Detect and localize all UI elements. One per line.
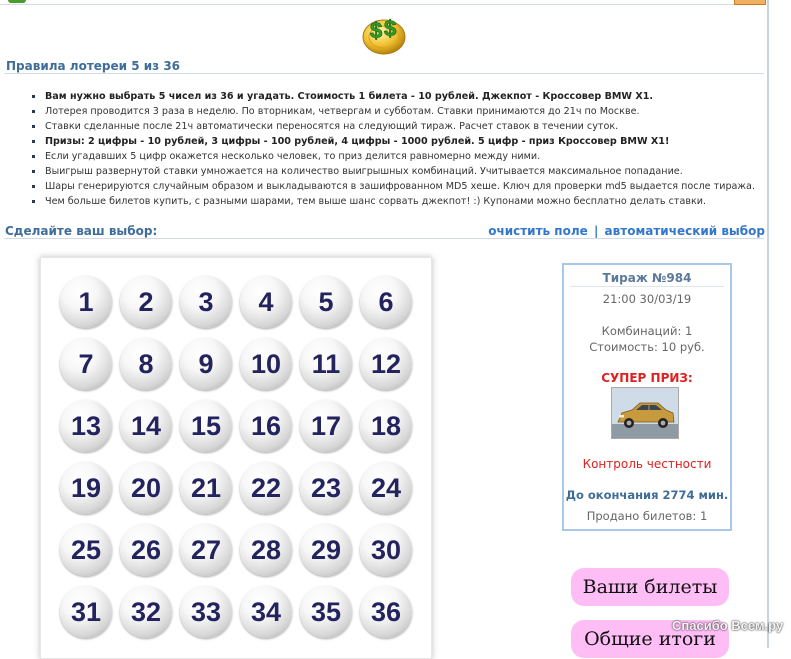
top-divider — [0, 4, 765, 5]
number-ball[interactable]: 31 — [60, 586, 112, 638]
number-ball[interactable]: 6 — [360, 276, 412, 328]
number-ball[interactable]: 3 — [180, 276, 232, 328]
super-prize-label: СУПЕР ПРИЗ: — [601, 371, 693, 385]
number-ball[interactable]: 19 — [60, 462, 112, 514]
draw-divider — [570, 286, 724, 287]
top-corner-tab[interactable] — [734, 0, 766, 5]
number-ball[interactable]: 11 — [300, 338, 352, 390]
my-tickets-button[interactable]: Ваши билеты — [571, 568, 729, 606]
number-ball[interactable]: 22 — [240, 462, 292, 514]
number-ball[interactable]: 28 — [240, 524, 292, 576]
svg-text:$: $ — [370, 18, 383, 43]
rule-item: Призы: 2 цифры - 10 рублей, 3 цифры - 100 рублей, 4 цифры - 1000 рублей. 5 цифр - приз Кроссовер BMW X1! — [45, 134, 765, 149]
svg-text:$: $ — [384, 16, 397, 41]
clear-field-link[interactable]: очистить поле — [488, 224, 588, 238]
number-ball[interactable]: 29 — [300, 524, 352, 576]
number-ball[interactable]: 2 — [120, 276, 172, 328]
site-watermark: Спасибо Всем.ру — [672, 618, 784, 633]
number-ball[interactable]: 27 — [180, 524, 232, 576]
tickets-sold: Продано билетов: 1 — [586, 509, 708, 523]
number-ball[interactable]: 12 — [360, 338, 412, 390]
fairness-control-link[interactable]: Контроль честности — [582, 457, 712, 471]
ticket-cost: Стоимость: 10 руб. — [589, 340, 705, 354]
draw-datetime: 21:00 30/03/19 — [602, 292, 692, 306]
rules-list — [0, 89, 765, 209]
number-ball[interactable]: 20 — [120, 462, 172, 514]
top-green-accent — [8, 0, 26, 3]
number-ball[interactable]: 17 — [300, 400, 352, 452]
number-ball[interactable]: 24 — [360, 462, 412, 514]
totals-button[interactable]: Общие итоги — [571, 620, 729, 658]
number-ball[interactable]: 18 — [360, 400, 412, 452]
number-ball[interactable]: 16 — [240, 400, 292, 452]
actions-separator: | — [593, 224, 599, 238]
rule-item: Выигрыш развернутой ставки умножается на количество выигрышных комбинаций. Учитывается максимальное попадание. — [45, 164, 765, 179]
number-ball[interactable]: 8 — [120, 338, 172, 390]
page-right-border — [767, 0, 769, 648]
number-ball[interactable]: 10 — [240, 338, 292, 390]
number-ball[interactable]: 36 — [360, 586, 412, 638]
rule-item: Вам нужно выбрать 5 чисел из 36 и угадать. Стоимость 1 билета - 10 рублей. Джекпот - Кроссовер BMW X1. — [45, 89, 765, 104]
number-board — [40, 257, 432, 659]
rule-item: Чем больше билетов купить, с разными шарами, тем выше шанс сорвать джекпот! :) Купонами можно бесплатно делать ставки. — [45, 194, 765, 209]
choice-actions — [488, 224, 765, 238]
number-ball[interactable]: 34 — [240, 586, 292, 638]
number-ball[interactable]: 5 — [300, 276, 352, 328]
time-remaining: До окончания 2774 мин. — [565, 488, 729, 502]
number-ball[interactable]: 25 — [60, 524, 112, 576]
rules-divider — [4, 73, 764, 74]
rules-title: Правила лотереи 5 из 36 — [6, 59, 181, 73]
auto-select-link[interactable]: автоматический выбор — [604, 224, 765, 238]
rule-item: Ставки сделанные после 21ч автоматически переносятся на следующий тираж. Расчет ставок в течении суток. — [45, 119, 765, 134]
number-ball[interactable]: 32 — [120, 586, 172, 638]
draw-info-panel — [562, 263, 732, 531]
number-ball[interactable]: 35 — [300, 586, 352, 638]
money-coin-icon — [360, 10, 408, 56]
combinations-count: Комбинаций: 1 — [601, 324, 693, 338]
number-ball[interactable]: 13 — [60, 400, 112, 452]
rule-item: Если угадавших 5 цифр окажется несколько человек, то приз делится равномерно между ними. — [45, 149, 765, 164]
number-ball[interactable]: 7 — [60, 338, 112, 390]
number-ball[interactable]: 33 — [180, 586, 232, 638]
number-ball[interactable]: 21 — [180, 462, 232, 514]
number-ball[interactable]: 30 — [360, 524, 412, 576]
rule-item: Шары генерируются случайным образом и выкладываются в зашифрованном MD5 хеше. Ключ для проверки md5 выдается после тиража. — [45, 179, 765, 194]
number-ball[interactable]: 14 — [120, 400, 172, 452]
number-ball[interactable]: 4 — [240, 276, 292, 328]
top-strip — [0, 0, 765, 5]
number-ball[interactable]: 9 — [180, 338, 232, 390]
choose-title: Сделайте ваш выбор: — [5, 224, 158, 238]
draw-number: Тираж №984 — [602, 271, 692, 285]
number-ball[interactable]: 15 — [180, 400, 232, 452]
rule-item: Лотерея проводится 3 раза в неделю. По вторникам, четвергам и субботам. Ставки принимаются до 21ч по Москве. — [45, 104, 765, 119]
prize-car-image — [611, 387, 679, 439]
choose-divider — [4, 238, 764, 239]
number-ball[interactable]: 23 — [300, 462, 352, 514]
number-ball[interactable]: 1 — [60, 276, 112, 328]
number-ball[interactable]: 26 — [120, 524, 172, 576]
